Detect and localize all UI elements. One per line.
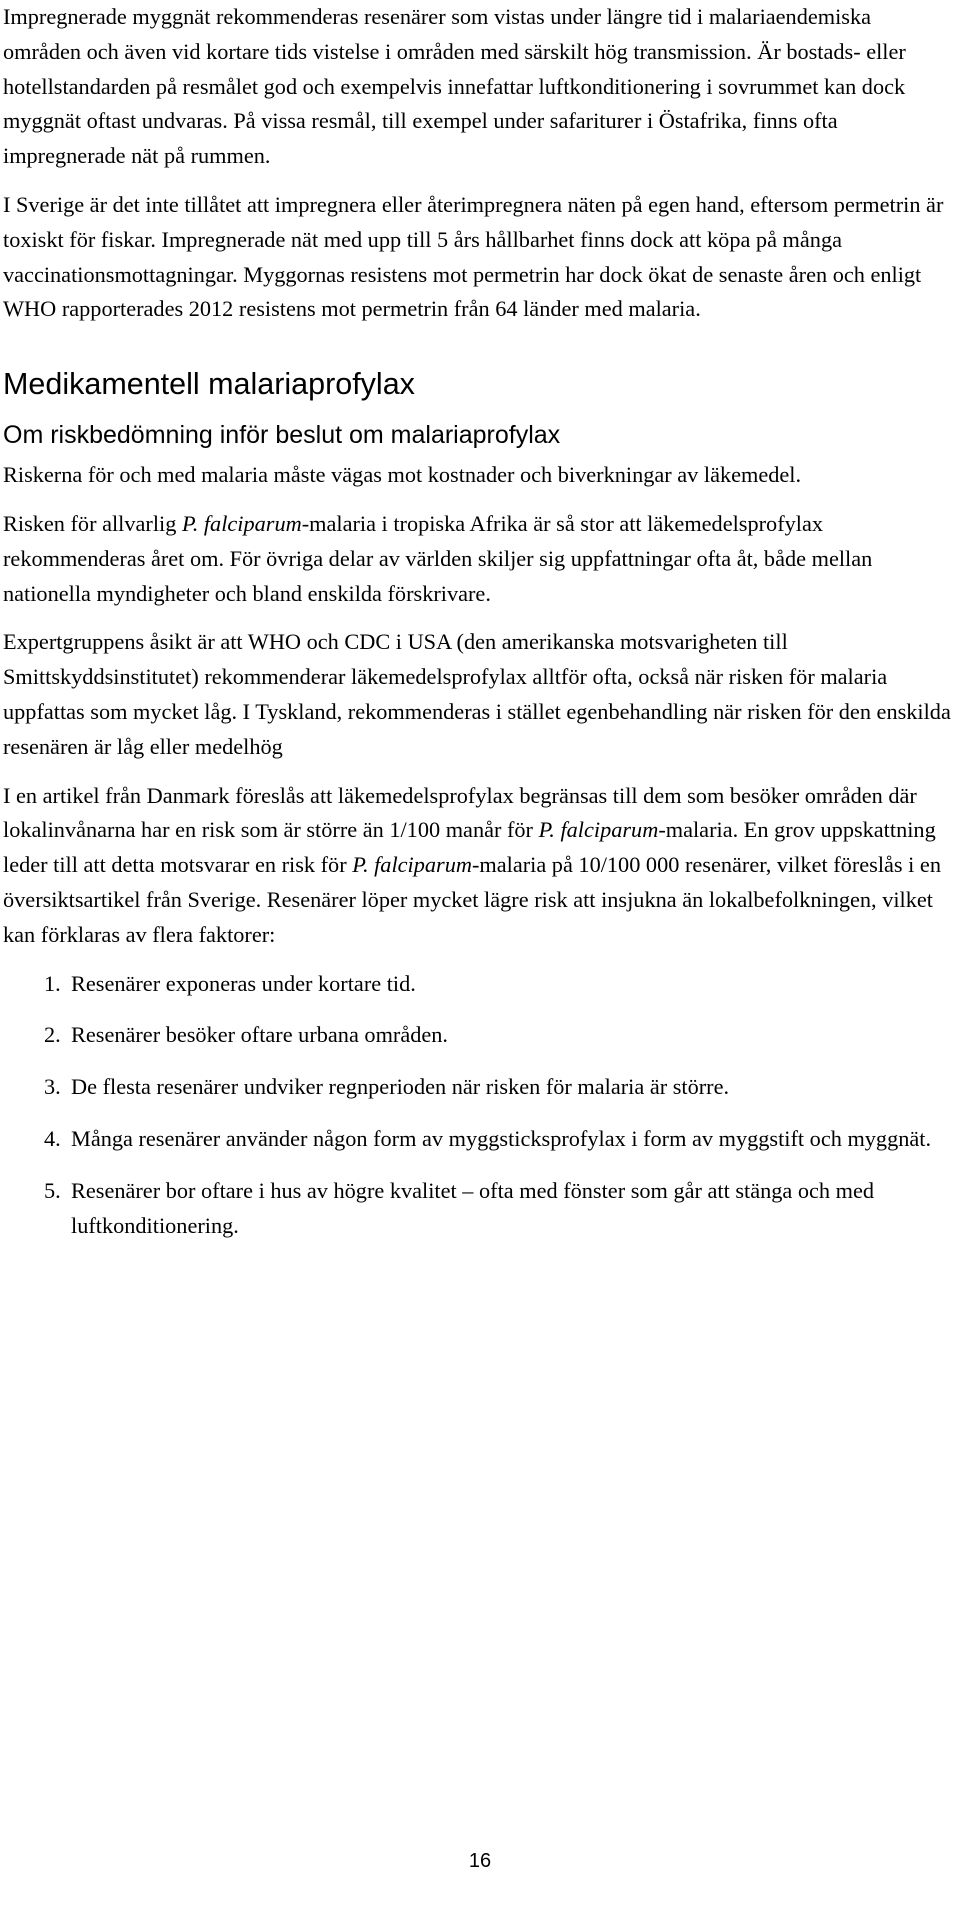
text-run: -malaria på 10/100 000 resenärer, vilket föreslås i en översiktsartikel från Sverige. Resenärer löper mycket lägre risk att insjukna än lokalbefolkningen, vilket kan förklaras av flera faktorer: xyxy=(3,852,941,947)
list-item-text: Många resenärer använder någon form av myggsticksprofylax i form av myggstift och myggnät. xyxy=(71,1125,932,1151)
list-item-text: Resenärer besöker oftare urbana områden. xyxy=(71,1022,449,1048)
paragraph-impregnated-nets: Impregnerade myggnät rekommenderas resenärer som vistas under längre tid i malariaendemiska områden och även vid kortare tids vistelse i områden med särskilt hög transmission. Är bostads- eller hotellstandarden på resmålet god och exempelvis innefattar luftkonditionering i sovrummet kan dock myggnät oftast undvaras. På vissa resmål, till exempel under safariturer i Östafrika, finns ofta impregnerade nät på rummen. xyxy=(3,4,906,169)
text-run: I en artikel från Danmark föreslås att läkemedelsprofylax begränsas till dem som besöker områden där lokalinvånarna har en risk som är större än 1/100 manår för xyxy=(3,782,917,843)
list-item xyxy=(3,1122,953,1157)
page-content xyxy=(3,0,953,1260)
list-item-text: Resenärer exponeras under kortare tid. xyxy=(71,970,416,996)
list-item xyxy=(3,1174,953,1244)
list-item xyxy=(3,1070,953,1105)
paragraph-permethrin: I Sverige är det inte tillåtet att impregnera eller återimpregnera näten på egen hand, eftersom permetrin är toxiskt för fiskar. Impregnerade nät med upp till 5 års hållbarhet finns dock att köpa på många vaccinationsmottagningar. Myggornas resistens mot permetrin har dock ökat de senaste åren och enligt WHO rapporterades 2012 resistens mot permetrin från 64 länder med malaria. xyxy=(3,191,944,322)
paragraph-risks: Riskerna för och med malaria måste vägas mot kostnader och biverkningar av läkemedel. xyxy=(3,462,802,488)
list-item-number: 4. xyxy=(44,1125,61,1151)
list-item-text: Resenärer bor oftare i hus av högre kvalitet – ofta med fönster som går att stänga och med luftkonditionering. xyxy=(71,1177,875,1238)
factor-list xyxy=(3,967,953,1244)
list-item-number: 5. xyxy=(44,1177,61,1203)
subsection-title: Om riskbedömning inför beslut om malariaprofylax xyxy=(3,421,561,450)
paragraph-severe-malaria xyxy=(3,507,953,611)
list-item-number: 3. xyxy=(44,1074,61,1100)
paragraph-expert-group: Expertgruppens åsikt är att WHO och CDC i USA (den amerikanska motsvarigheten till Smittskyddsinstitutet) rekommenderar läkemedelsprofylax alltför ofta, också när risken för malaria uppfattas som mycket låg. I Tyskland, rekommenderas i stället egenbehandling när risken för den enskilda resenären är låg eller medelhög xyxy=(3,629,951,759)
text-run: Risken för allvarlig xyxy=(3,510,182,536)
section-title: Medikamentell malariaprofylax xyxy=(3,367,415,402)
text-run: -malaria. En grov uppskattning leder till att detta motsvarar en risk för xyxy=(3,817,936,878)
species-name-italic: P. falciparum xyxy=(352,852,472,878)
species-name-italic: P. falciparum xyxy=(181,510,302,536)
list-item xyxy=(3,967,953,1002)
species-name-italic: P. falciparum xyxy=(538,817,659,843)
text-run: -malaria i tropiska Afrika är så stor att läkemedelsprofylax rekommenderas året om. För övriga delar av världen skiljer sig uppfattningar ofta åt, både mellan nationella myndigheter och bland enskilda förskrivare. xyxy=(3,510,873,606)
list-item-number: 1. xyxy=(44,970,61,996)
list-item xyxy=(3,1018,953,1053)
page-number: 16 xyxy=(468,1850,492,1872)
paragraph-denmark xyxy=(3,779,953,953)
list-item-text: De flesta resenärer undviker regnperioden när risken för malaria är större. xyxy=(71,1074,730,1100)
list-item-number: 2. xyxy=(44,1022,61,1048)
